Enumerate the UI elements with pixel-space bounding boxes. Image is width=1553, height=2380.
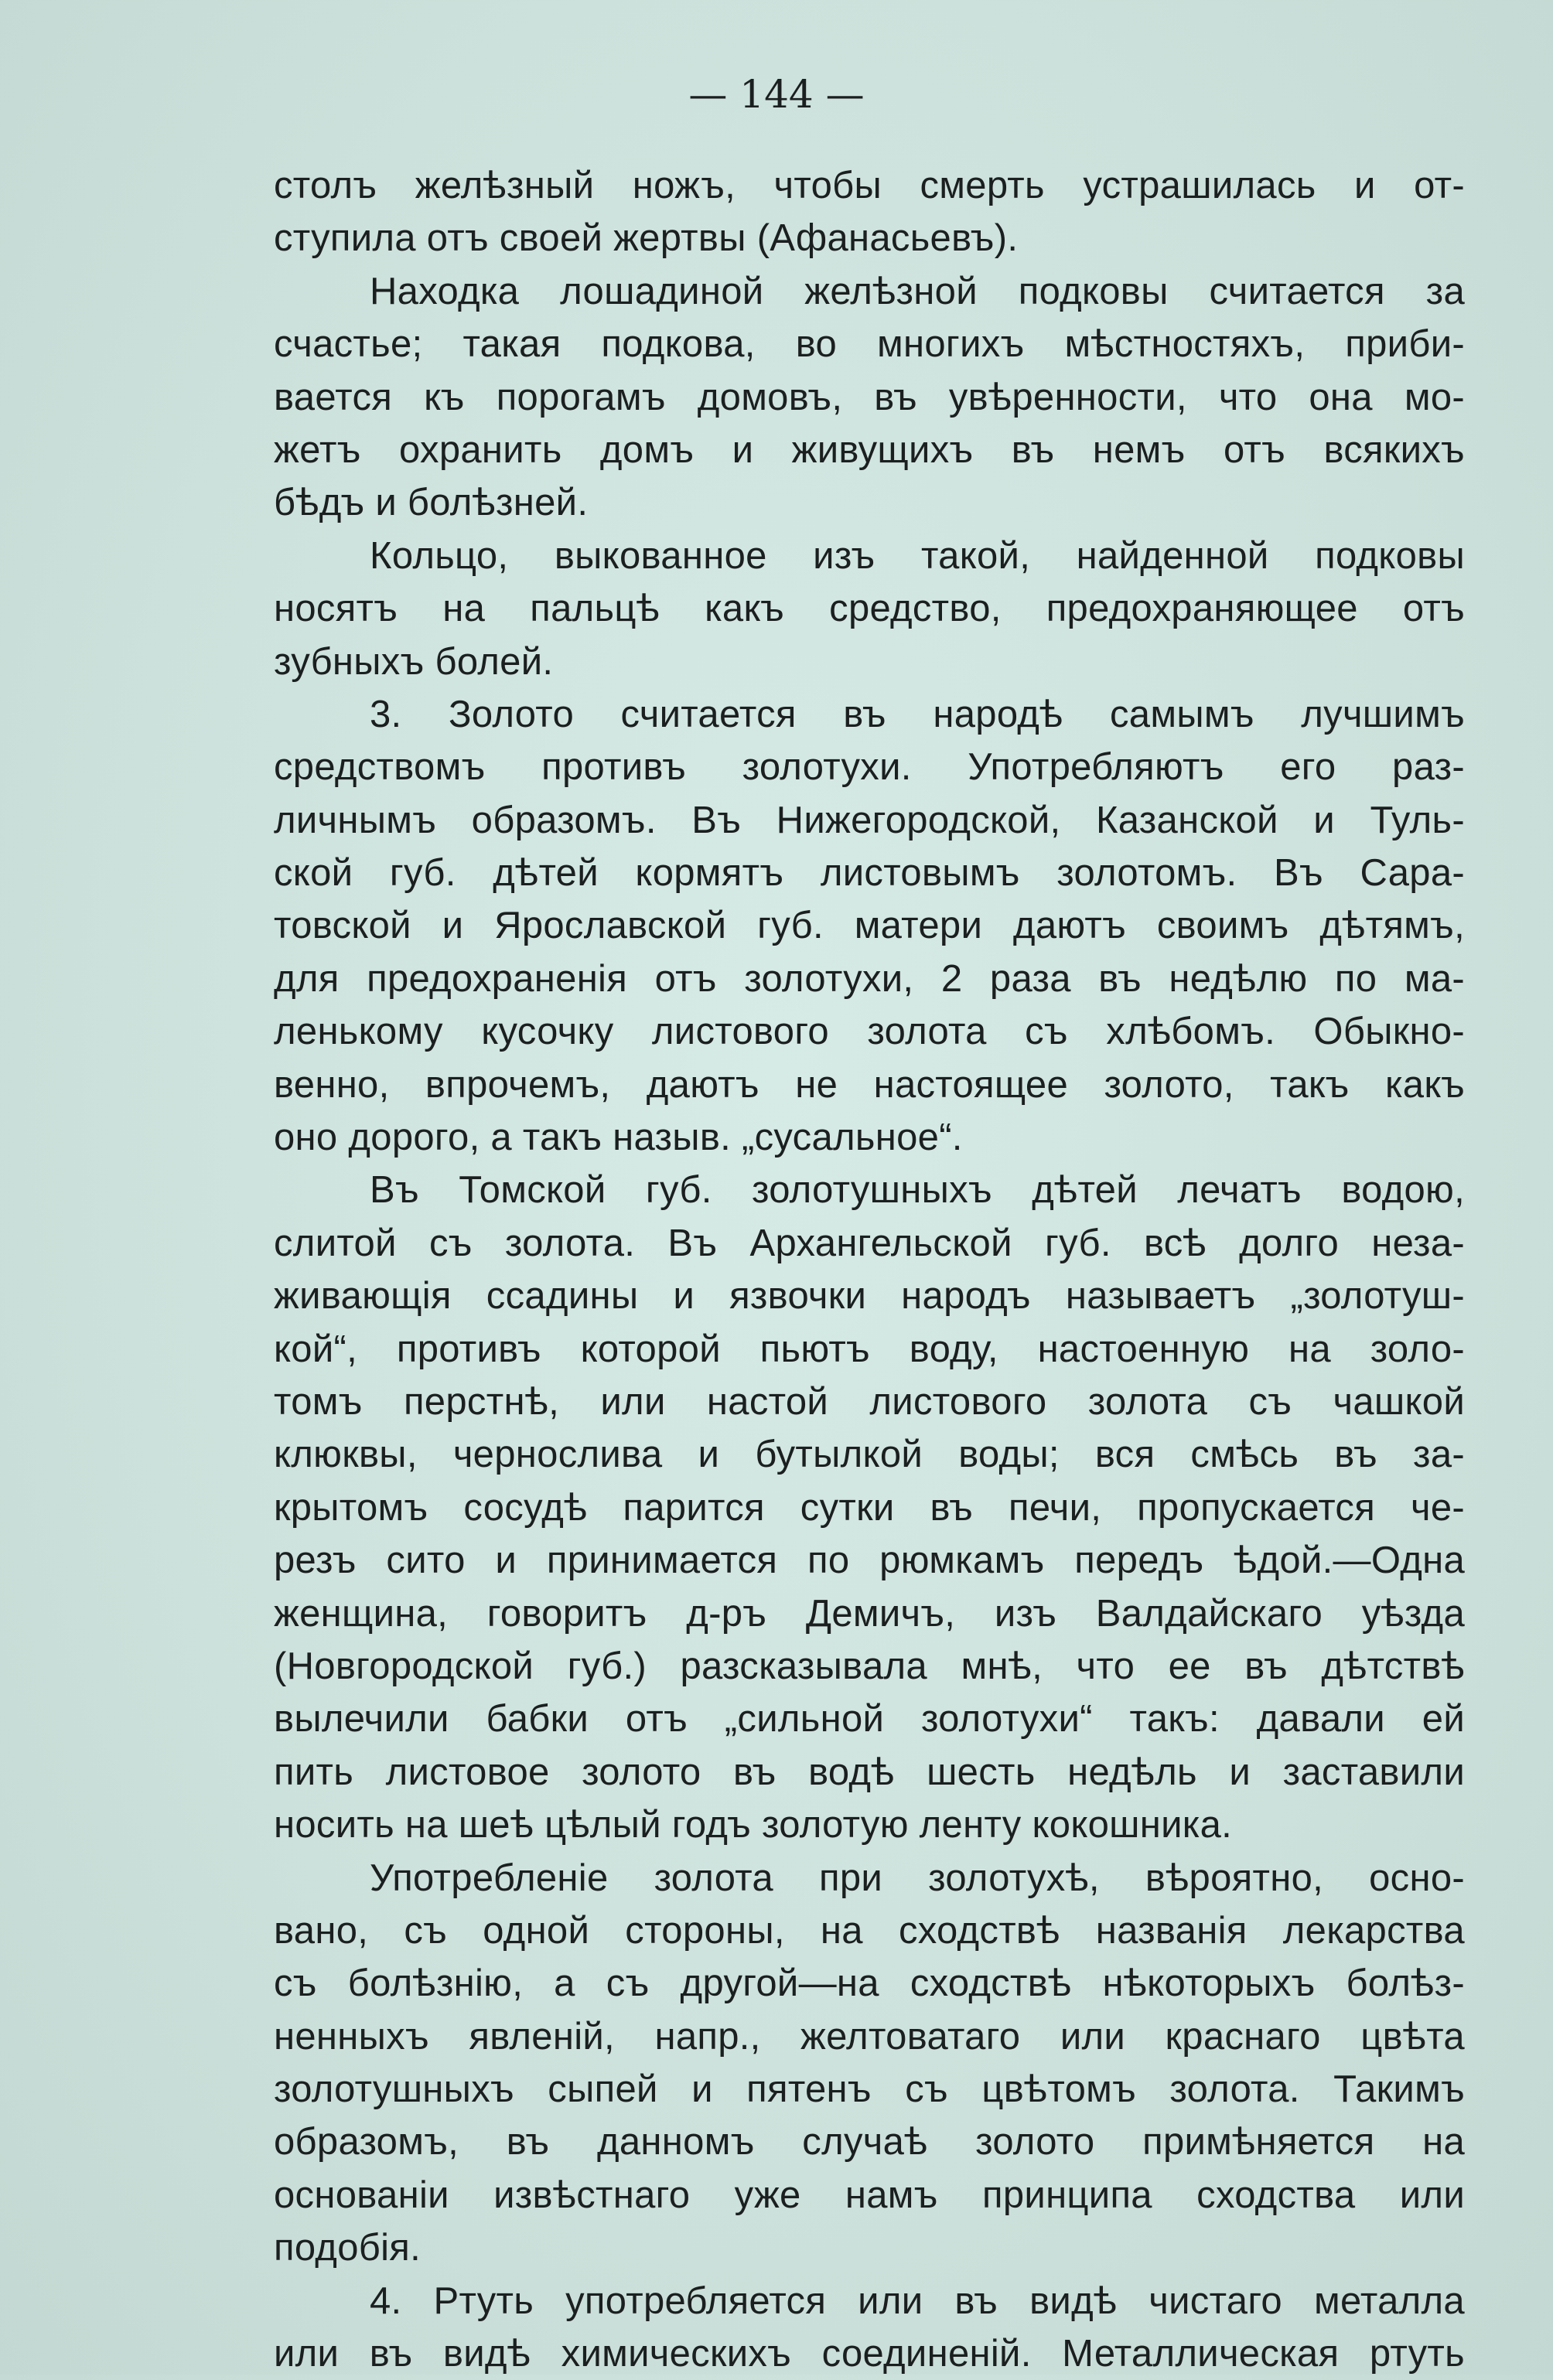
text-line: вано, съ одной стороны, на сходствѣ названія лекарства bbox=[274, 1909, 1465, 1952]
text-line: Кольцо, выкованное изъ такой, найденной подковы bbox=[370, 534, 1465, 577]
text-line: жетъ охранить домъ и живущихъ въ немъ отъ всякихъ bbox=[274, 428, 1465, 471]
text-line: для предохраненія отъ золотухи, 2 раза въ недѣлю по ма- bbox=[274, 957, 1465, 1000]
text-line: крытомъ сосудѣ парится сутки въ печи, пропускается че- bbox=[274, 1486, 1465, 1529]
text-line: личнымъ образомъ. Въ Нижегородской, Казанской и Туль- bbox=[274, 799, 1465, 841]
text-line: подобія. bbox=[274, 2227, 422, 2269]
text-line: носятъ на пальцѣ какъ средство, предохраняющее отъ bbox=[274, 588, 1465, 630]
text-line: ненныхъ явленій, напр., желтоватаго или краснаго цвѣта bbox=[274, 2015, 1465, 2058]
text-line: Употребленіе золота при золотухѣ, вѣроятно, осно- bbox=[370, 1857, 1465, 1899]
text-line: кой“, противъ которой пьютъ воду, настоенную на золо- bbox=[274, 1328, 1465, 1370]
text-line: основаніи извѣстнаго уже намъ принципа сходства или bbox=[274, 2174, 1465, 2216]
text-line: или въ видѣ химическихъ соединеній. Металлическая ртуть bbox=[274, 2333, 1465, 2375]
text-line: 3. Золото считается въ народѣ самымъ лучшимъ bbox=[370, 693, 1465, 735]
text-line: бѣдъ и болѣзней. bbox=[274, 482, 589, 524]
text-line: ступила отъ своей жертвы (Афанасьевъ). bbox=[274, 217, 1019, 260]
text-line: томъ перстнѣ, или настой листового золота съ чашкой bbox=[274, 1380, 1465, 1423]
text-line: носить на шеѣ цѣлый годъ золотую ленту кокошника. bbox=[274, 1804, 1233, 1846]
text-line: живающія ссадины и язвочки народъ называетъ „золотуш- bbox=[274, 1275, 1465, 1318]
text-line: пить листовое золото въ водѣ шесть недѣль и заставили bbox=[274, 1751, 1465, 1793]
text-line: зубныхъ болей. bbox=[274, 640, 554, 683]
text-line: ленькому кусочку листового золота съ хлѣбомъ. Обыкно- bbox=[274, 1011, 1465, 1053]
page-number: — 144 — bbox=[688, 72, 865, 117]
text-line: (Новгородской губ.) разсказывала мнѣ, что ее въ дѣтствѣ bbox=[274, 1645, 1465, 1687]
text-line: резъ сито и принимается по рюмкамъ передъ ѣдой.—Одна bbox=[274, 1539, 1465, 1582]
text-line: вылечили бабки отъ „сильной золотухи“ такъ: давали ей bbox=[274, 1698, 1465, 1741]
text-line: товской и Ярославской губ. матери даютъ своимъ дѣтямъ, bbox=[274, 905, 1465, 947]
text-line: клюквы, чернослива и бутылкой воды; вся смѣсь въ за- bbox=[274, 1434, 1465, 1476]
text-line: счастье; такая подкова, во многихъ мѣстностяхъ, приби- bbox=[274, 323, 1465, 366]
text-line: Находка лошадиной желѣзной подковы считается за bbox=[370, 270, 1465, 312]
text-line: женщина, говоритъ д-ръ Демичъ, изъ Валдайскаго уѣзда bbox=[274, 1592, 1465, 1635]
body-text bbox=[274, 159, 1465, 2380]
text-line: оно дорого, а такъ назыв. „сусальное“. bbox=[274, 1117, 963, 1159]
text-line: столъ желѣзный ножъ, чтобы смерть устрашилась и от- bbox=[274, 165, 1465, 206]
text-line: Въ Томской губ. золотушныхъ дѣтей лечатъ водою, bbox=[370, 1169, 1465, 1212]
text-line: 4. Ртуть употребляется или въ видѣ чистаго металла bbox=[370, 2279, 1465, 2322]
text-line: венно, впрочемъ, даютъ не настоящее золото, такъ какъ bbox=[274, 1063, 1465, 1106]
text-line: средствомъ противъ золотухи. Употребляютъ его раз- bbox=[274, 746, 1465, 789]
text-line: вается къ порогамъ домовъ, въ увѣренности, что она мо- bbox=[274, 376, 1465, 418]
text-line: образомъ, въ данномъ случаѣ золото примѣняется на bbox=[274, 2121, 1465, 2163]
text-line: съ болѣзнію, а съ другой—на сходствѣ нѣкоторыхъ болѣз- bbox=[274, 1962, 1465, 2005]
text-line: слитой съ золота. Въ Архангельской губ. всѣ долго неза- bbox=[274, 1222, 1465, 1264]
text-line: золотушныхъ сыпей и пятенъ съ цвѣтомъ золота. Такимъ bbox=[274, 2068, 1465, 2111]
text-line: ской губ. дѣтей кормятъ листовымъ золотомъ. Въ Сара- bbox=[274, 852, 1465, 895]
